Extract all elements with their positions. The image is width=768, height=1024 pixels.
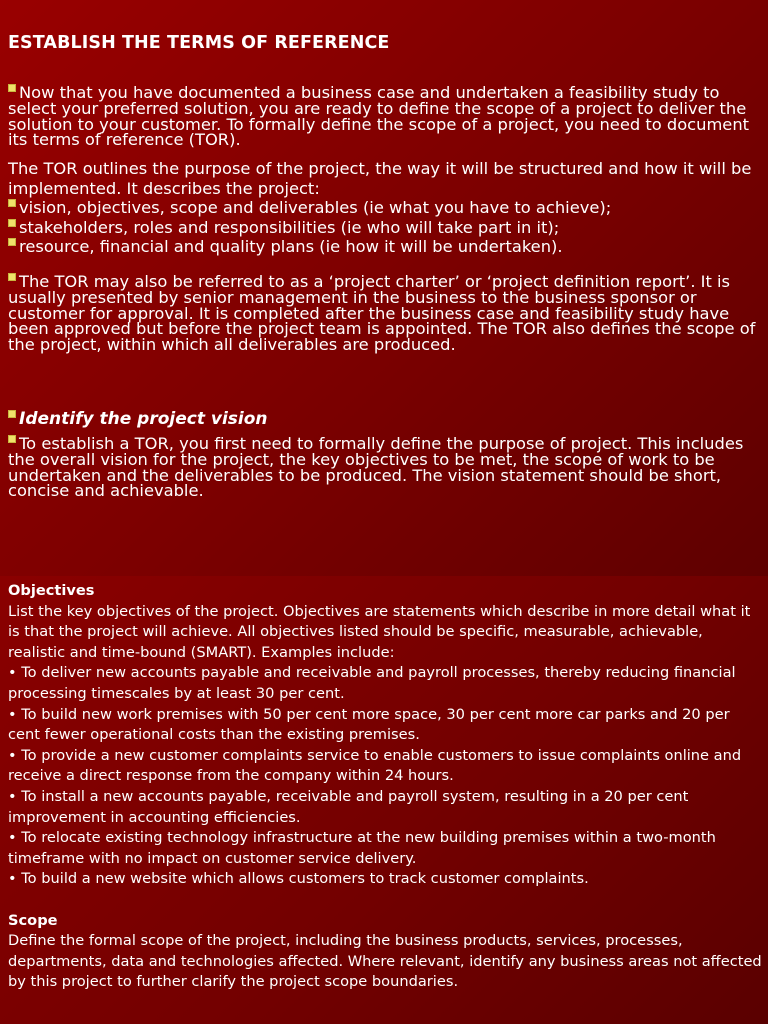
list-item: resource, financial and quality plans (ie how it will be undertaken).: [8, 237, 760, 257]
list-item: • To build new work premises with 50 per cent more space, 30 per cent more car parks and 20 per cent fewer operational costs than the existing premises.: [8, 705, 730, 744]
paragraph-project-charter: The TOR may also be referred to as a ‘project charter’ or ‘project definition report’. It is usually presented by senior management in the business to the business sponsor or customer for approval. It is completed after the business case and feasibility study have been approved but before the project team is appointed. The TOR also defines the scope of the project, within which all deliverables are produced.: [8, 272, 756, 355]
square-bullet-icon: [8, 219, 16, 227]
slide-title: ESTABLISH THE TERMS OF REFERENCE: [8, 33, 390, 53]
scope-text: Define the formal scope of the project, including the business products, services, processes, departments, data and technologies affected. Where relevant, identify any business areas not affected by this project to further clarify the project scope boundaries.: [8, 932, 762, 991]
list-item: • To install a new accounts payable, receivable and payroll system, resulting in a 20 per cent improvement in accounting efficiencies.: [8, 787, 689, 826]
paragraph-vision: To establish a TOR, you first need to formally define the purpose of project. This includes the overall vision for the project, the key objectives to be met, the scope of work to be undertaken and the deliverables to be produced. The vision statement should be short, concise and achievable.: [8, 434, 744, 501]
spacer: [8, 890, 764, 911]
square-bullet-icon: [8, 273, 16, 281]
list-item: stakeholders, roles and responsibilities (ie who will take part in it);: [8, 218, 760, 238]
paragraph-tor-outline: The TOR outlines the purpose of the project, the way it will be structured and how it will be implemented. It describes the project:: [8, 159, 752, 198]
vision-heading: Identify the project vision: [8, 410, 760, 428]
list-item: vision, objectives, scope and deliverables (ie what you have to achieve);: [8, 198, 760, 218]
scope-heading: Scope: [8, 911, 58, 929]
square-bullet-icon: [8, 238, 16, 246]
list-item: • To deliver new accounts payable and receivable and payroll processes, thereby reducing financial processing timescales by at least 30 per cent.: [8, 664, 736, 702]
slide-objectives-scope: [0, 576, 768, 1024]
paragraph-intro: Now that you have documented a business case and undertaken a feasibility study to select your preferred solution, you are ready to define the scope of a project to deliver the solution to your customer. To formally define the scope of a project, you need to document its terms of reference (TOR).: [8, 83, 750, 150]
objectives-section: [8, 581, 764, 993]
list-item: • To relocate existing technology infrastructure at the new building premises within a two-month timeframe with no impact on customer service delivery.: [8, 829, 716, 867]
square-bullet-icon: [8, 435, 16, 443]
square-bullet-icon: [8, 199, 16, 207]
list-item: • To build a new website which allows customers to track customer complaints.: [8, 870, 589, 888]
list-item: • To provide a new customer complaints service to enable customers to issue complaints online and receive a direct response from the company within 24 hours.: [8, 746, 742, 785]
objectives-intro: List the key objectives of the project. Objectives are statements which describe in more detail what it is that the project will achieve. All objectives listed should be specific, measurable, achievable, realistic and time-bound (SMART). Examples include:: [8, 602, 751, 661]
square-bullet-icon: [8, 84, 16, 92]
square-bullet-icon: [8, 410, 16, 418]
objectives-heading: Objectives: [8, 582, 95, 599]
bullet-list-tor: [8, 159, 760, 257]
